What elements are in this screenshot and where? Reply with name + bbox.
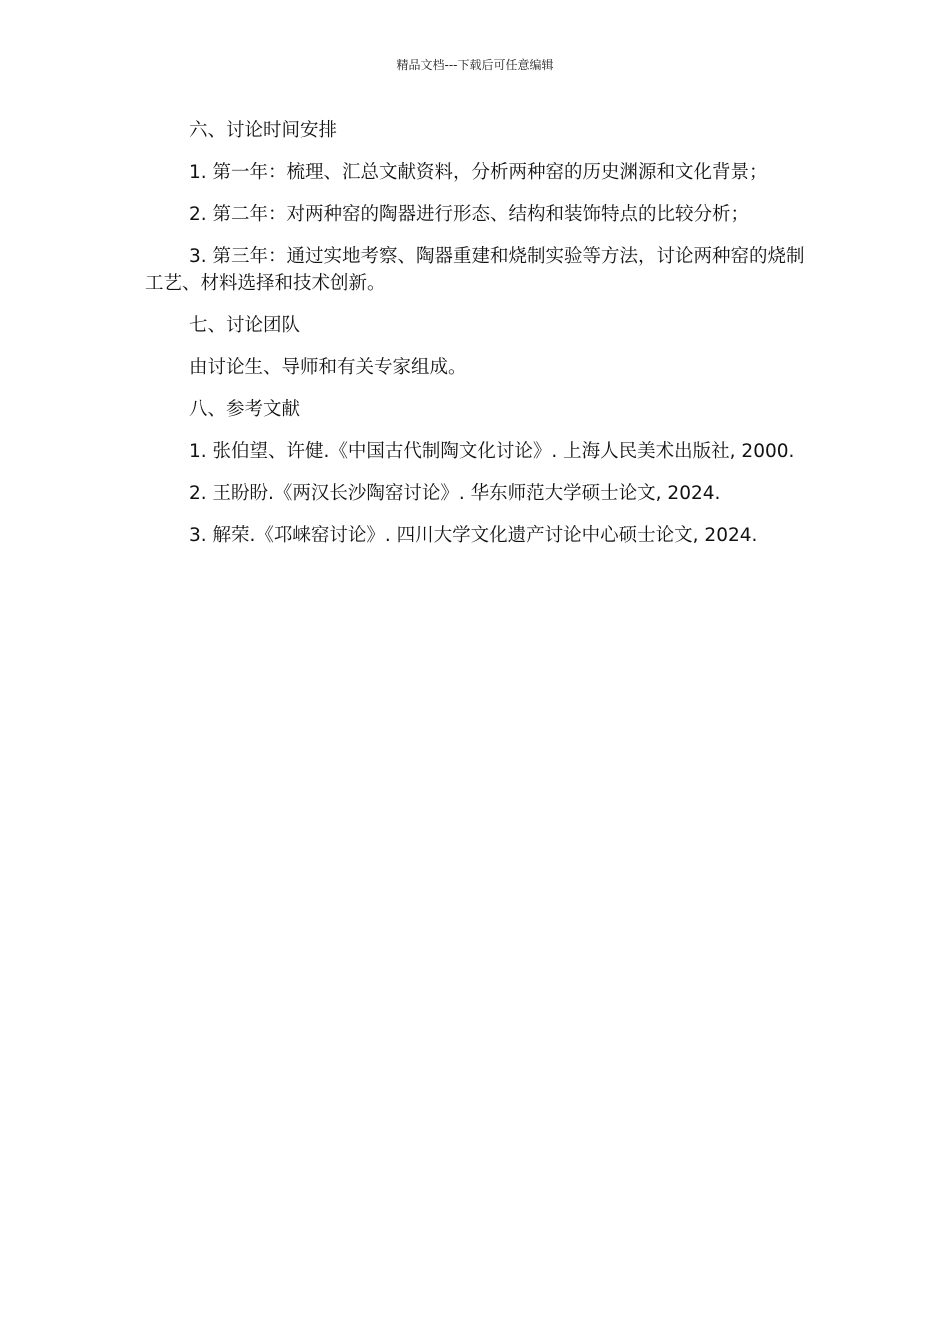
section-heading-references: 八、参考文献 bbox=[189, 399, 301, 420]
page-header: 精品文档---下载后可任意编辑 bbox=[396, 58, 554, 72]
schedule-item-year-3: 3. 第三年：通过实地考察、陶器重建和烧制实验等方法，讨论两种窑的烧制工艺、材料选择和技术创新。 bbox=[145, 246, 805, 294]
schedule-item-year-1: 1. 第一年：梳理、汇总文献资料，分析两种窑的历史渊源和文化背景； bbox=[189, 162, 768, 183]
team-description: 由讨论生、导师和有关专家组成。 bbox=[189, 357, 467, 378]
document-body bbox=[145, 117, 805, 564]
section-heading-team: 七、讨论团队 bbox=[189, 315, 301, 336]
reference-item-1: 1. 张伯望、许健.《中国古代制陶文化讨论》. 上海人民美术出版社, 2000. bbox=[189, 441, 795, 462]
reference-item-2: 2. 王盼盼.《两汉长沙陶窑讨论》. 华东师范大学硕士论文, 2024. bbox=[189, 483, 721, 504]
section-heading-schedule: 六、讨论时间安排 bbox=[189, 120, 338, 141]
reference-item-3: 3. 解荣.《邛崃窑讨论》. 四川大学文化遗产讨论中心硕士论文, 2024. bbox=[189, 525, 758, 546]
schedule-item-year-2: 2. 第二年：对两种窑的陶器进行形态、结构和装饰特点的比较分析； bbox=[189, 204, 750, 225]
